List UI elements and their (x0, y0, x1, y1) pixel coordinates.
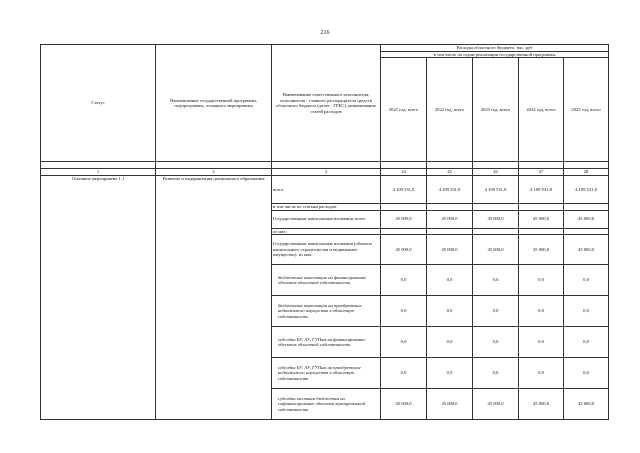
row-value: 0,0 (519, 327, 564, 358)
row-value: 45 000,0 (564, 389, 609, 420)
row-value: 45 000,0 (427, 389, 473, 420)
column-number: 1 (41, 169, 156, 176)
row-label: Государственные капитальные вложения (объекты капитального строительства и недвижимое имущество), из них: (272, 235, 381, 265)
row-value: 4 109 531,8 (473, 176, 519, 204)
header-program-name: Наименование государственной программы, подпрограммы, основного мероприятия (156, 45, 272, 162)
row-value: 0,0 (519, 296, 564, 327)
row-value: 4 109 531,8 (427, 176, 473, 204)
row-value: 4 109 531,8 (564, 176, 609, 204)
row-value: 45 000,0 (519, 389, 564, 420)
row-label: субсидии БУ, АУ, ГУПам на приобретение недвижимого имущества в областную собственность (272, 358, 381, 389)
row-value: 4 109 531,8 (519, 176, 564, 204)
row-label: субсидии местным бюджетам на софинансирование объектов муниципальной собственности (272, 389, 381, 420)
row-value: 0,0 (427, 296, 473, 327)
event-name: Развитие и модернизация дошкольного образования (156, 176, 272, 420)
header-year: 2021 год, всего (381, 58, 427, 162)
row-value: 0,0 (519, 358, 564, 389)
column-number: 24 (381, 169, 427, 176)
row-value: 0,0 (381, 358, 427, 389)
column-number: 2 (156, 169, 272, 176)
column-number: 3 (272, 169, 381, 176)
row-value: 45 000,0 (519, 210, 564, 228)
column-number: 25 (427, 169, 473, 176)
row-label: бюджетные инвестиции на финансирование объектов областной собственности (272, 265, 381, 296)
column-number-row (41, 169, 609, 176)
header-executor: Наименование ответственного исполнителя, исполнителя - главного распорядителя средств областного бюджета (далее - ГРБС), наименование статей расходов (272, 45, 381, 162)
row-label: Государственные капитальные вложения, всего (272, 210, 381, 228)
header-year: 2024 год, всего (519, 58, 564, 162)
row-value: 0,0 (381, 296, 427, 327)
row-label: бюджетные инвестиции на приобретение недвижимого имущества в областную собственность (272, 296, 381, 327)
table-row (41, 176, 609, 204)
row-value: 0,0 (381, 327, 427, 358)
row-value: 45 000,0 (564, 210, 609, 228)
column-number: 27 (519, 169, 564, 176)
row-value: 45 000,0 (564, 235, 609, 265)
row-label: в том числе по статьям расходов (272, 204, 381, 211)
row-label: всего (272, 176, 381, 204)
column-number: 26 (473, 169, 519, 176)
row-value: 45 000,0 (427, 235, 473, 265)
header-year: 2023 год, всего (473, 58, 519, 162)
row-value: 45 000,0 (381, 235, 427, 265)
event-status: Основное мероприятие 1.1 (41, 176, 156, 420)
spacer-row (41, 162, 609, 169)
row-value: 45 000,0 (381, 389, 427, 420)
row-value: 0,0 (473, 296, 519, 327)
column-number: 28 (564, 169, 609, 176)
page-number: 216 (320, 30, 330, 36)
header-year: 2025 год, всего (564, 58, 609, 162)
row-value: 0,0 (427, 358, 473, 389)
row-value: 0,0 (473, 358, 519, 389)
header-year: 2022 год, всего (427, 58, 473, 162)
row-value: 45 000,0 (473, 210, 519, 228)
header-row-1 (41, 45, 609, 52)
row-value: 45 000,0 (473, 389, 519, 420)
budget-table (40, 44, 609, 420)
row-value: 4 109 531,8 (381, 176, 427, 204)
header-status: Статус (41, 45, 156, 162)
row-value: 0,0 (427, 265, 473, 296)
row-value: 45 000,0 (519, 235, 564, 265)
row-value: 0,0 (473, 327, 519, 358)
row-label: субсидии БУ, АУ, ГУПам на финансирование объектов областной собственности (272, 327, 381, 358)
row-value: 0,0 (564, 296, 609, 327)
row-value: 45 000,0 (427, 210, 473, 228)
row-value: 0,0 (564, 327, 609, 358)
row-label: из них: (272, 228, 381, 235)
row-value: 0,0 (381, 265, 427, 296)
row-value: 0,0 (473, 265, 519, 296)
header-budget-group: Расходы областного бюджета, тыс. руб (381, 45, 609, 52)
row-value: 45 000,0 (473, 235, 519, 265)
header-subgroup: в том числе по годам реализации государственной программы (381, 51, 609, 58)
row-value: 0,0 (564, 265, 609, 296)
row-value: 0,0 (427, 327, 473, 358)
row-value: 0,0 (564, 358, 609, 389)
row-value: 0,0 (519, 265, 564, 296)
row-value: 45 000,0 (381, 210, 427, 228)
